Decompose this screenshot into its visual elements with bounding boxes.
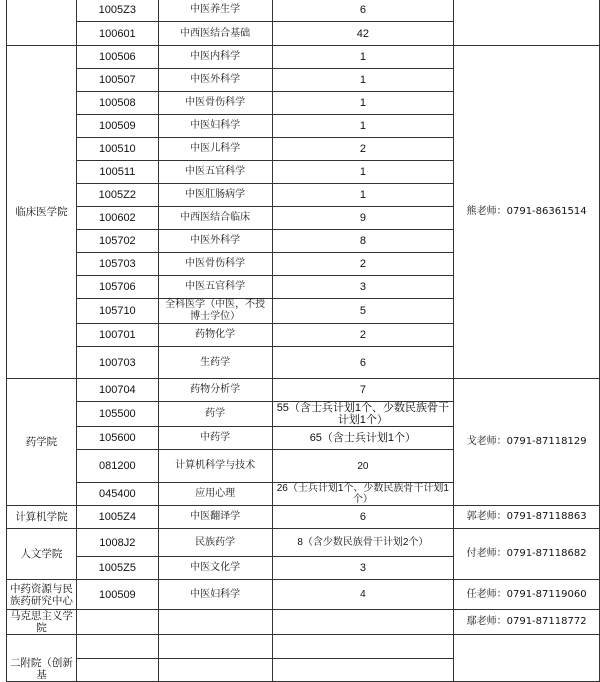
quota-cell: 42	[272, 22, 454, 46]
major-code	[76, 659, 158, 682]
quota-cell: 1	[272, 46, 454, 69]
table-row	[7, 580, 600, 610]
major-code: 045400	[76, 483, 158, 506]
quota-cell: 26（士兵计划1个、少数民族骨干计划1个）	[272, 483, 454, 506]
major-name: 民族药学	[158, 529, 272, 557]
quota-cell: 3	[272, 276, 454, 299]
major-code: 1005Z3	[76, 0, 158, 22]
major-name: 全科医学（中医，不授博士学位）	[158, 299, 272, 324]
quota-cell: 9	[272, 207, 454, 230]
quota-cell	[272, 610, 454, 635]
major-name: 药物化学	[158, 324, 272, 347]
major-code: 1005Z5	[76, 557, 158, 580]
quota-cell: 1	[272, 69, 454, 92]
contact-cell	[454, 635, 600, 682]
quota-cell: 1	[272, 161, 454, 184]
contact-cell	[454, 0, 600, 46]
major-code: 1005Z2	[76, 184, 158, 207]
major-name: 中医养生学	[158, 0, 272, 22]
major-code: 100510	[76, 138, 158, 161]
major-code: 081200	[76, 450, 158, 483]
table-row	[7, 635, 600, 659]
major-code: 100509	[76, 115, 158, 138]
major-name: 药学	[158, 402, 272, 427]
table-row	[7, 46, 600, 69]
major-name: 中医肛肠病学	[158, 184, 272, 207]
contact-cell: 鄢老师：0791-87118772	[454, 610, 600, 635]
table-row	[7, 506, 600, 529]
major-name: 生药学	[158, 347, 272, 379]
college-cell	[7, 0, 77, 46]
quota-cell	[272, 659, 454, 682]
major-name	[158, 635, 272, 659]
major-code: 100508	[76, 92, 158, 115]
quota-cell: 1	[272, 184, 454, 207]
quota-cell: 6	[272, 506, 454, 529]
contact-cell: 郭老师：0791-87118863	[454, 506, 600, 529]
contact-cell: 任老师：0791-87119060	[454, 580, 600, 610]
quota-cell: 7	[272, 379, 454, 402]
major-code: 105500	[76, 402, 158, 427]
college-cell: 临床医学院	[7, 46, 77, 379]
major-code: 100703	[76, 347, 158, 379]
quota-cell: 65（含士兵计划1个）	[272, 427, 454, 450]
quota-cell: 6	[272, 0, 454, 22]
major-code: 105710	[76, 299, 158, 324]
major-name: 中医外科学	[158, 69, 272, 92]
major-name: 中医文化学	[158, 557, 272, 580]
quota-cell: 1	[272, 92, 454, 115]
major-name: 应用心理	[158, 483, 272, 506]
major-code: 105703	[76, 253, 158, 276]
major-name: 中医妇科学	[158, 115, 272, 138]
major-name: 中医五官科学	[158, 161, 272, 184]
contact-cell: 付老师：0791-87118682	[454, 529, 600, 580]
college-cell: 中药资源与民族药研究中心	[7, 580, 77, 610]
college-cell: 人文学院	[7, 529, 77, 580]
major-name: 计算机科学与技术	[158, 450, 272, 483]
major-code: 100601	[76, 22, 158, 46]
quota-cell: 55（含士兵计划1个、少数民族骨干计划1个）	[272, 402, 454, 427]
major-name: 中医外科学	[158, 230, 272, 253]
quota-cell: 2	[272, 138, 454, 161]
major-name	[158, 659, 272, 682]
major-code: 100511	[76, 161, 158, 184]
college-cell: 药学院	[7, 379, 77, 506]
major-code: 100704	[76, 379, 158, 402]
quota-cell: 4	[272, 580, 454, 610]
major-code	[76, 635, 158, 659]
quota-cell: 5	[272, 299, 454, 324]
college-cell: 马克思主义学院	[7, 610, 77, 635]
major-code: 105702	[76, 230, 158, 253]
major-name: 药物分析学	[158, 379, 272, 402]
enrollment-table	[6, 0, 600, 682]
major-code: 105600	[76, 427, 158, 450]
major-code: 100602	[76, 207, 158, 230]
quota-cell: 2	[272, 324, 454, 347]
major-name: 中医儿科学	[158, 138, 272, 161]
major-name: 中医五官科学	[158, 276, 272, 299]
major-code: 100507	[76, 69, 158, 92]
major-code: 1008J2	[76, 529, 158, 557]
college-cell: 二附院（创新基	[7, 635, 77, 682]
major-name: 中西医结合临床	[158, 207, 272, 230]
major-name: 中医妇科学	[158, 580, 272, 610]
major-code: 105706	[76, 276, 158, 299]
major-name	[158, 610, 272, 635]
quota-cell: 6	[272, 347, 454, 379]
contact-cell: 熊老师：0791-86361514	[454, 46, 600, 379]
quota-cell: 2	[272, 253, 454, 276]
table-row	[7, 379, 600, 402]
table-row	[7, 0, 600, 22]
quota-cell: 8	[272, 230, 454, 253]
major-name: 中医骨伤科学	[158, 92, 272, 115]
quota-cell: 3	[272, 557, 454, 580]
contact-cell: 戈老师：0791-87118129	[454, 379, 600, 506]
quota-cell	[272, 635, 454, 659]
quota-cell: 1	[272, 115, 454, 138]
major-code: 100509	[76, 580, 158, 610]
quota-cell: 8（含少数民族骨干计划2个）	[272, 529, 454, 557]
major-code: 100701	[76, 324, 158, 347]
major-code	[76, 610, 158, 635]
major-name: 中医翻译学	[158, 506, 272, 529]
table-row	[7, 529, 600, 557]
quota-cell: 20	[272, 450, 454, 483]
major-name: 中医内科学	[158, 46, 272, 69]
college-cell: 计算机学院	[7, 506, 77, 529]
major-code: 1005Z4	[76, 506, 158, 529]
major-name: 中西医结合基础	[158, 22, 272, 46]
major-name: 中医骨伤科学	[158, 253, 272, 276]
major-name: 中药学	[158, 427, 272, 450]
major-code: 100506	[76, 46, 158, 69]
table-row	[7, 610, 600, 635]
